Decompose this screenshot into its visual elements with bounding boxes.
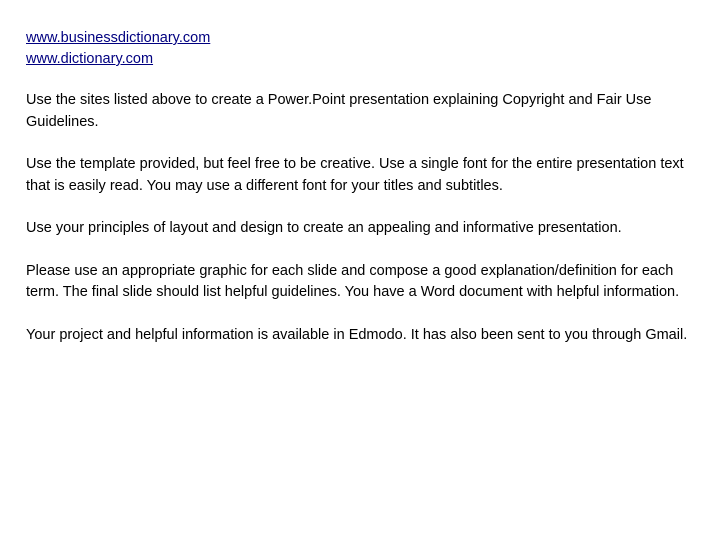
link-businessdictionary[interactable]: www.businessdictionary.com xyxy=(26,30,211,46)
instruction-paragraph-2: Use the template provided, but feel free to be creative. Use a single font for the entire presentation text that is easily read. You may use a different font for your titles and subtitles. xyxy=(26,156,684,194)
instruction-paragraph-1: Use the sites listed above to create a Power.Point presentation explaining Copyright and Fair Use Guidelines. xyxy=(26,92,652,130)
link-dictionary[interactable]: www.dictionary.com xyxy=(26,51,154,67)
instruction-paragraph-4: Please use an appropriate graphic for each slide and compose a good explanation/definition for each term. The final slide should list helpful guidelines. You have a Word document with helpful information. xyxy=(26,262,680,300)
link-list xyxy=(26,28,700,70)
instruction-paragraph-3: Use your principles of layout and design to create an appealing and informative presentation. xyxy=(26,220,622,236)
instruction-paragraph-5: Your project and helpful information is available in Edmodo. It has also been sent to you through Gmail. xyxy=(26,326,688,343)
